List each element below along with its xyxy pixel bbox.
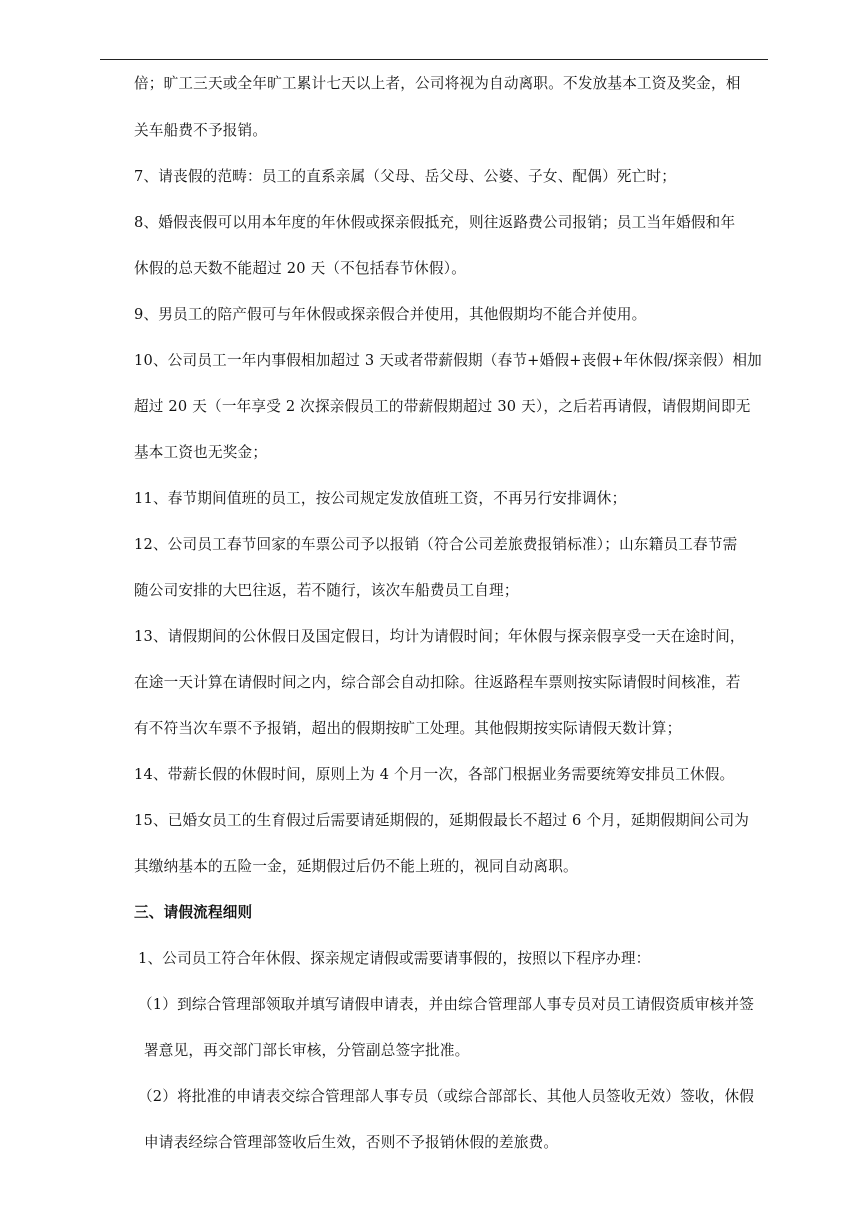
- list-item-7: 7、请丧假的范畴：员工的直系亲属（父母、岳父母、公婆、子女、配偶）死亡时；: [134, 168, 677, 185]
- paragraph-line: 其缴纳基本的五险一金，延期假过后仍不能上班的，视同自动离职。: [134, 858, 578, 875]
- paragraph-line: 在途一天计算在请假时间之内，综合部会自动扣除。往返路程车票则按实际请假时间核准，若: [134, 674, 741, 691]
- paragraph-line: 倍；旷工三天或全年旷工累计七天以上者，公司将视为自动离职。不发放基本工资及奖金，相: [134, 75, 741, 92]
- paragraph-line: 超过 20 天（一年享受 2 次探亲假员工的带薪假期超过 30 天），之后若再请假，请假期间即无: [134, 398, 751, 415]
- paragraph-line: 关车船费不予报销。: [134, 122, 268, 139]
- section-heading: 三、请假流程细则: [134, 904, 253, 921]
- list-item-14: 14、带薪长假的休假时间，原则上为 4 个月一次，各部门根据业务需要统筹安排员工休假。: [134, 766, 735, 783]
- list-item-13: 13、请假期间的公休假日及国定假日，均计为请假时间；年休假与探亲假享受一天在途时间，: [134, 628, 745, 645]
- list-item-1: 1、公司员工符合年休假、探亲规定请假或需要请事假的，按照以下程序办理：: [138, 950, 651, 967]
- list-item-10: 10、公司员工一年内事假相加超过 3 天或者带薪假期（春节+婚假+丧假+年休假/探亲假）相加: [134, 352, 762, 369]
- paragraph-line: 休假的总天数不能超过 20 天（不包括春节休假）。: [134, 260, 467, 277]
- page-header-rule: [100, 59, 768, 60]
- list-item-8: 8、婚假丧假可以用本年度的年休假或探亲假抵充，则往返路费公司报销；员工当年婚假和年: [134, 214, 736, 231]
- paragraph-line: 有不符当次车票不予报销，超出的假期按旷工处理。其他假期按实际请假天数计算；: [134, 720, 682, 737]
- list-item-12: 12、公司员工春节回家的车票公司予以报销（符合公司差旅费报销标准）；山东籍员工春节需: [134, 536, 738, 553]
- list-item-11: 11、春节期间值班的员工，按公司规定发放值班工资，不再另行安排调休；: [134, 490, 627, 507]
- sub-item-1: （1）到综合管理部领取并填写请假申请表，并由综合管理部人事专员对员工请假资质审核并签: [138, 996, 755, 1013]
- paragraph-line: 申请表经综合管理部签收后生效，否则不予报销休假的差旅费。: [144, 1134, 559, 1151]
- paragraph-line: 随公司安排的大巴往返，若不随行，该次车船费员工自理；: [134, 582, 519, 599]
- paragraph-line: 署意见，再交部门部长审核，分管副总签字批准。: [144, 1042, 470, 1059]
- paragraph-line: 基本工资也无奖金；: [134, 444, 268, 461]
- list-item-15: 15、已婚女员工的生育假过后需要请延期假的，延期假最长不超过 6 个月，延期假期间公司为: [134, 812, 750, 829]
- sub-item-2: （2）将批准的申请表交综合管理部人事专员（或综合部部长、其他人员签收无效）签收，休假: [138, 1088, 755, 1105]
- list-item-9: 9、男员工的陪产假可与年休假或探亲假合并使用，其他假期均不能合并使用。: [134, 306, 647, 323]
